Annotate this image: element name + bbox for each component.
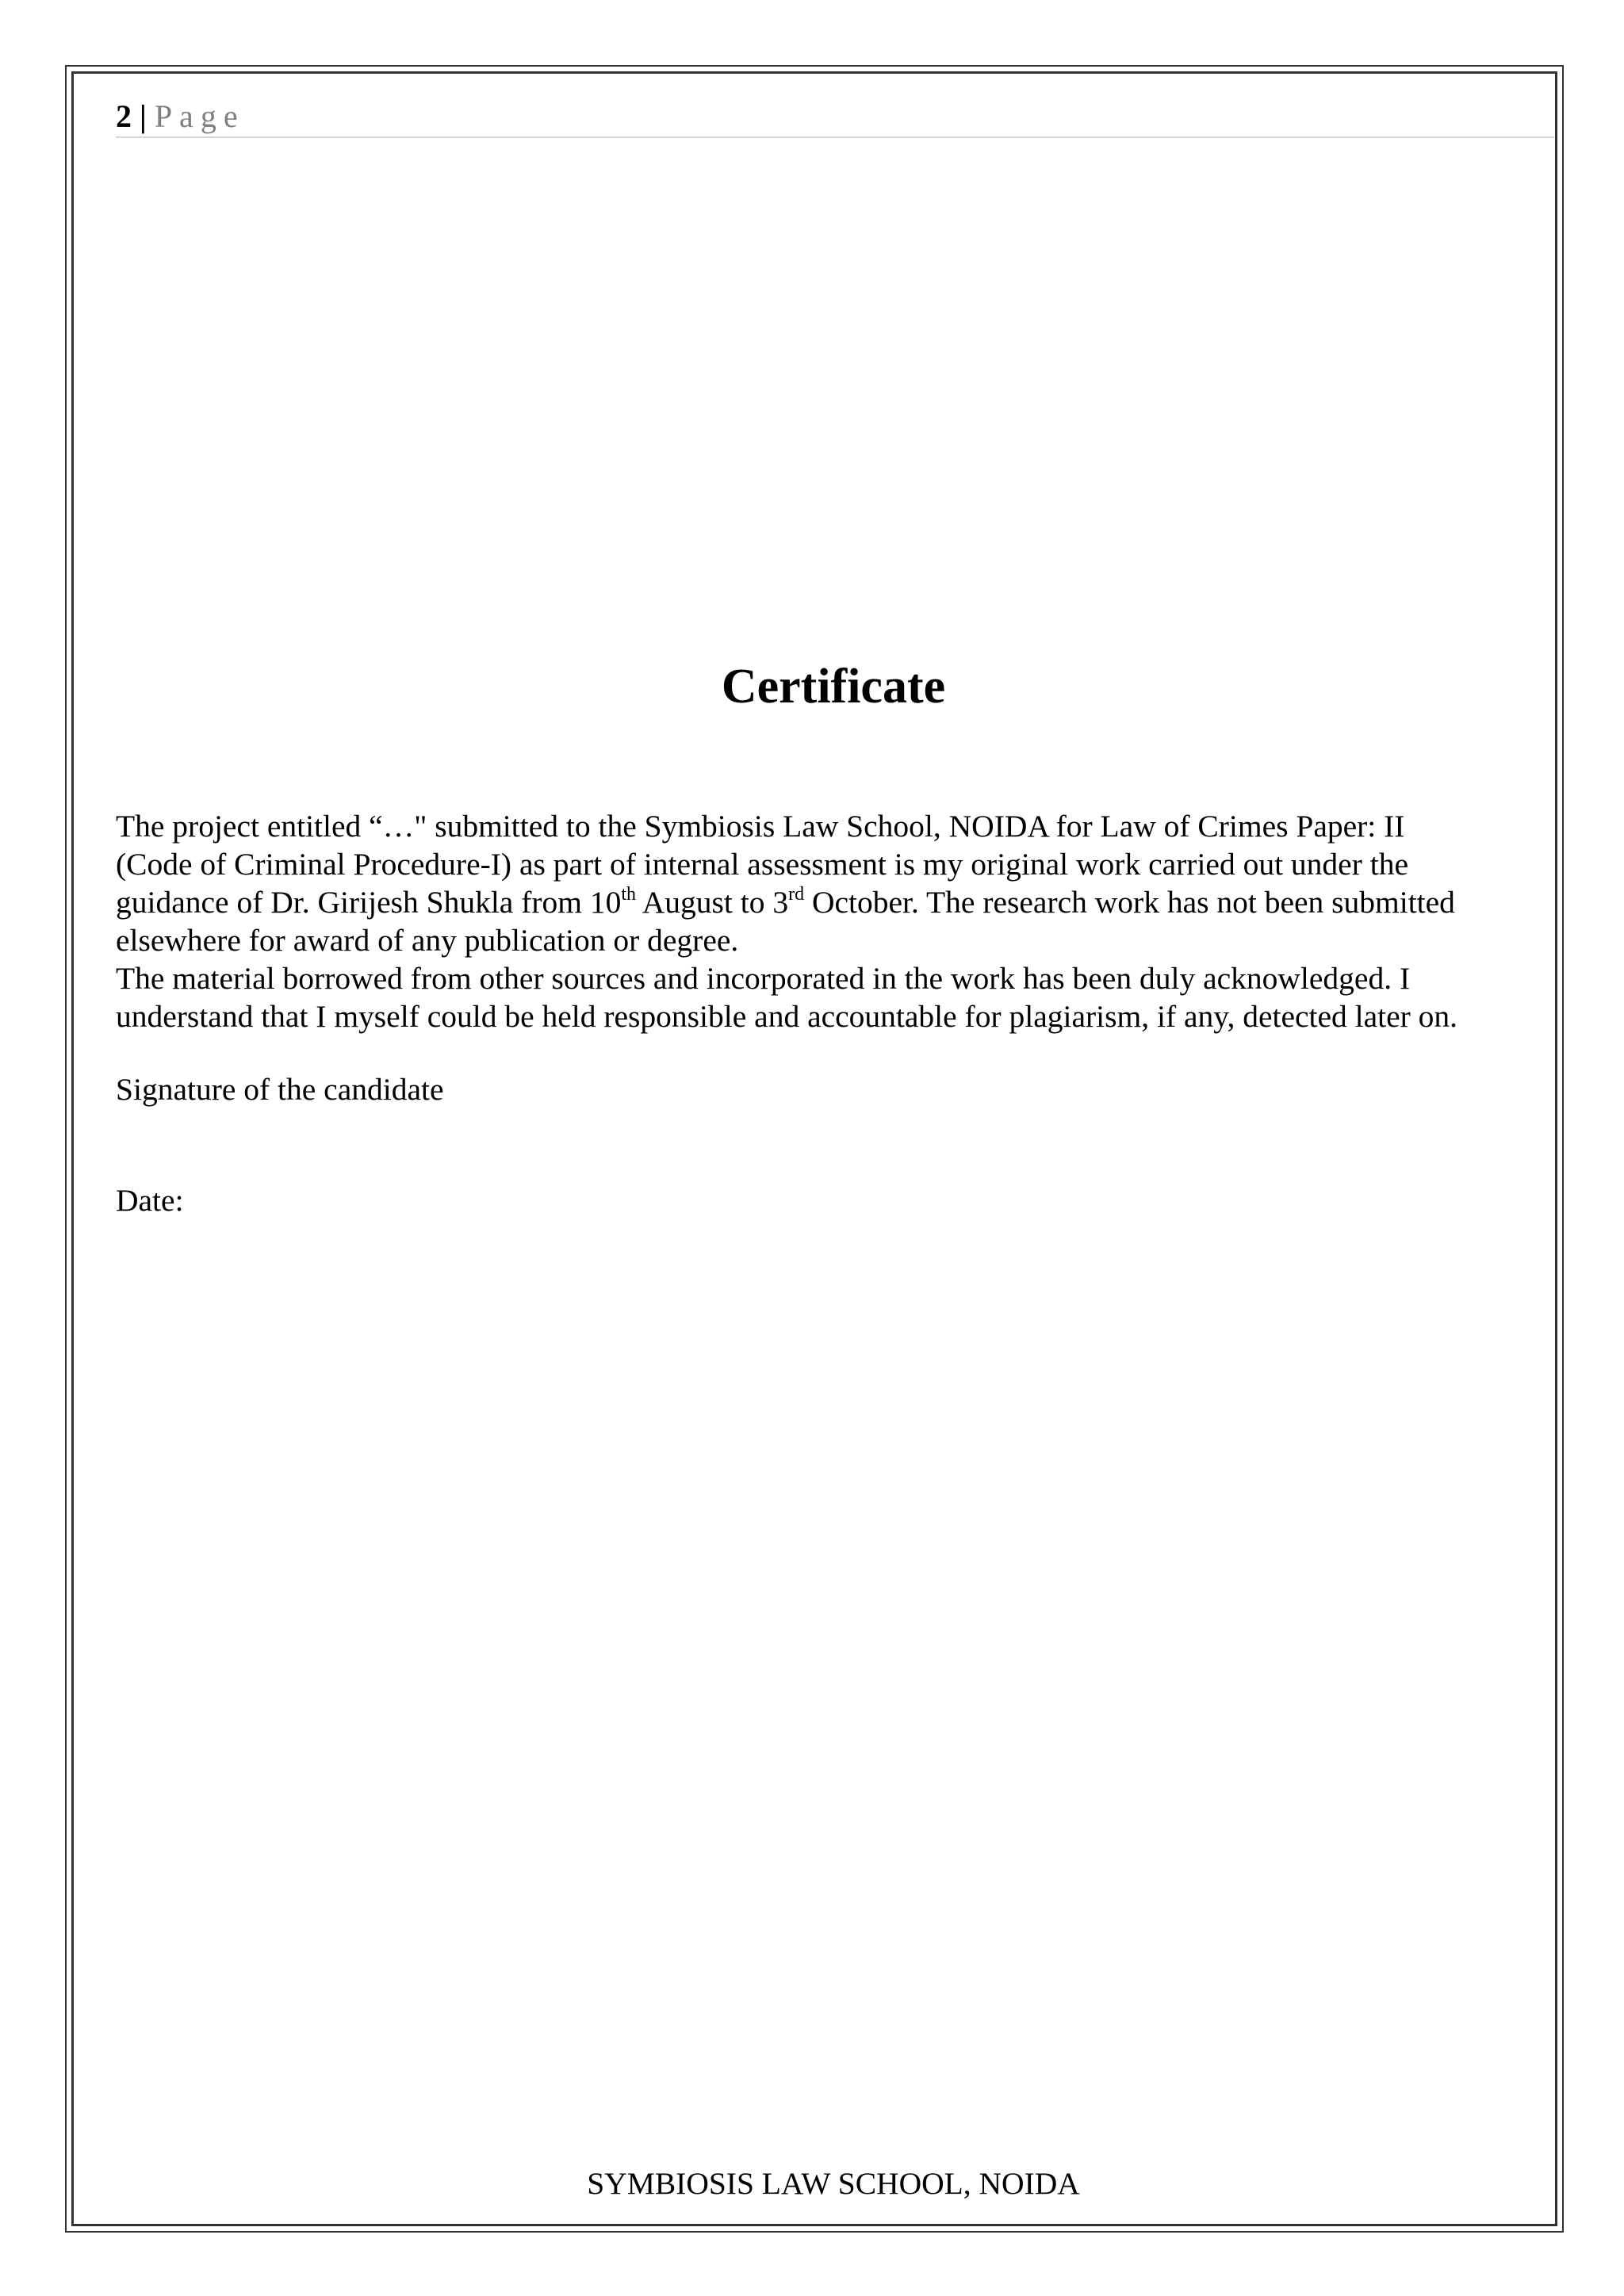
certificate-title: Certificate — [721, 660, 946, 714]
ordinal-suffix: rd — [788, 884, 805, 905]
certificate-body — [116, 807, 1559, 1035]
page-label: Page — [154, 98, 245, 134]
signature-label: Signature of the candidate — [116, 1072, 444, 1107]
body-line — [116, 883, 1559, 921]
body-line: The project entitled “…" submitted to the Symbiosis Law School, NOIDA for Law of Crimes Paper: II — [116, 809, 1405, 844]
body-line: elsewhere for award of any publication or degree. — [116, 923, 739, 958]
body-text-segment: guidance of Dr. Girijesh Shukla from 10 — [116, 885, 622, 920]
body-line: understand that I myself could be held responsible and accountable for plagiarism, if any, detected later on. — [116, 999, 1458, 1034]
page-footer: SYMBIOSIS LAW SCHOOL, NOIDA — [587, 2166, 1080, 2201]
page-header — [116, 95, 1554, 138]
date-label: Date: — [116, 1183, 184, 1218]
body-text-segment: October. The research work has not been submitted — [804, 885, 1455, 920]
body-line: (Code of Criminal Procedure-I) as part of internal assessment is my original work carried out under the — [116, 847, 1408, 882]
page-number-separator: | — [140, 98, 147, 134]
body-line: The material borrowed from other sources and incorporated in the work has been duly acknowledged. I — [116, 961, 1411, 996]
body-text-segment: August to 3 — [636, 885, 789, 920]
page-border-inner — [71, 71, 1557, 2226]
page-number: 2 — [116, 98, 132, 134]
ordinal-suffix: th — [621, 884, 637, 905]
